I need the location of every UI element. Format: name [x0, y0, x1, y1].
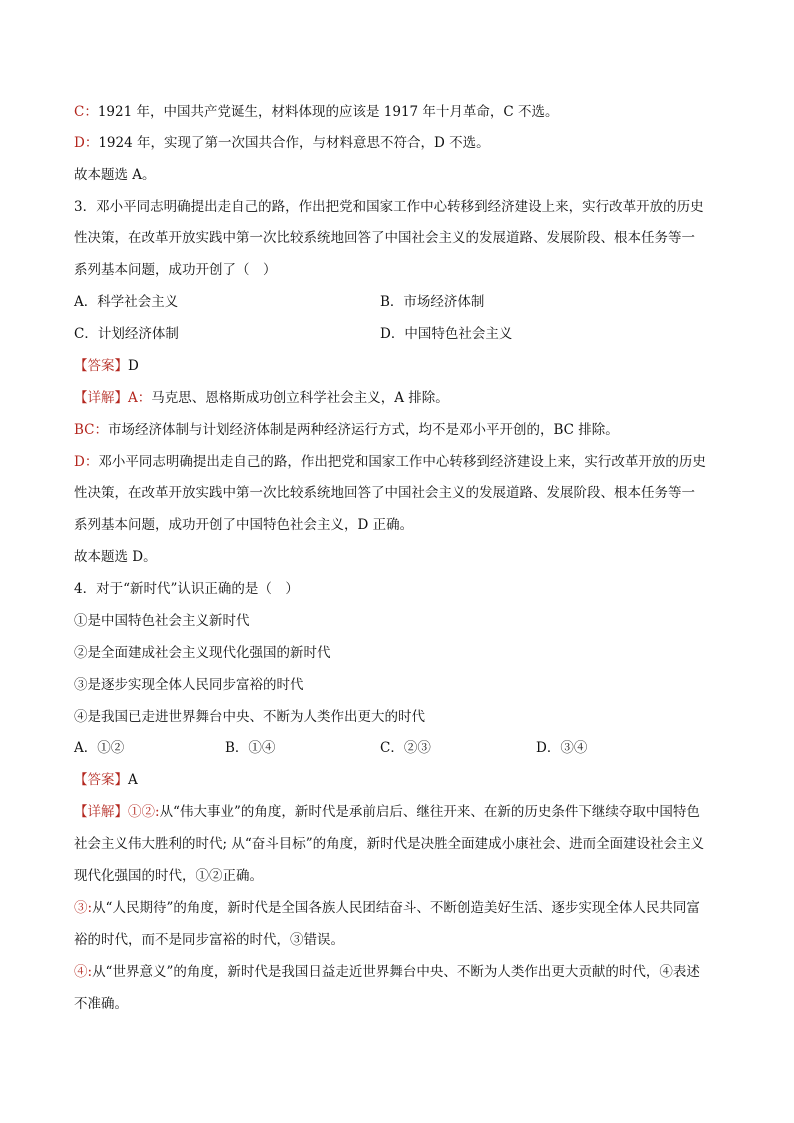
q3-conclusion: 故本题选 D。 [74, 549, 157, 565]
q4-option-d: D．③④ [536, 740, 588, 756]
detail-label: 【详解】 [74, 390, 128, 406]
q3-option-b: B．市场经济体制 [380, 294, 485, 310]
detail-12-label: ①②: [128, 804, 160, 820]
q2-explain-c [74, 102, 559, 122]
q4-option-c: C．②③ [380, 740, 431, 756]
text-c: 1921 年，中国共产党诞生，材料体现的应该是 1917 年十月革命，C 不选。 [97, 104, 559, 120]
q3-detail-a [74, 388, 449, 408]
q3-detail-d-line: 性决策，在改革开放实践中第一次比较系统地回答了中国社会主义的发展道路、发展阶段、根本任务等一 [74, 485, 695, 501]
text-d: 1924 年，实现了第一次国共合作，与材料意思不符合，D 不选。 [98, 135, 490, 151]
q4-statement: ④是我国已走进世界舞台中央、不断为人类作出更大的时代 [74, 709, 425, 725]
q3-answer [74, 356, 139, 376]
q4-detail-3 [74, 898, 700, 918]
q3-detail-bc [74, 420, 619, 440]
detail-a-text: 马克思、恩格斯成功创立科学社会主义，A 排除。 [151, 390, 449, 406]
q4-statement: ③是逐步实现全体人民同步富裕的时代 [74, 677, 304, 693]
q3-option-c: C．计划经济体制 [74, 326, 179, 342]
detail-4-text: 从“世界意义”的角度，新时代是我国日益走近世界舞台中央、不断为人类作出更大贡献的时代，④表述 [92, 964, 700, 980]
detail-label: 【详解】 [74, 804, 128, 820]
detail-d-text: 邓小平同志明确提出走自己的路，作出把党和国家工作中心转移到经济建设上来，实行改革开放的历史 [98, 454, 706, 470]
q4-option-a: A．①② [74, 740, 125, 756]
detail-bc-label: BC： [74, 422, 109, 438]
q4-option-b: B．①④ [225, 740, 276, 756]
q3-stem-line: 系列基本问题，成功开创了（ ） [74, 262, 277, 278]
q4-detail-4 [74, 962, 700, 982]
detail-3-label: ③: [74, 900, 93, 916]
q4-detail-3-line: 裕的时代，而不是同步富裕的时代，③错误。 [74, 932, 344, 948]
q3-stem-line: 3．邓小平同志明确提出走自己的路，作出把党和国家工作中心转移到经济建设上来，实行改革开放的历史 [74, 199, 704, 215]
q2-explain-d [74, 133, 490, 153]
q4-detail-12 [74, 802, 700, 822]
q4-stem: 4．对于“新时代”认识正确的是（ ） [74, 581, 299, 597]
label-c: C： [74, 104, 98, 120]
q3-detail-d [74, 452, 706, 472]
q3-stem-line: 性决策，在改革开放实践中第一次比较系统地回答了中国社会主义的发展道路、发展阶段、根本任务等一 [74, 230, 695, 246]
answer-label: 【答案】 [74, 358, 128, 374]
q4-statement: ②是全面建成社会主义现代化强国的新时代 [74, 645, 331, 661]
q3-detail-d-line: 系列基本问题，成功开创了中国特色社会主义，D 正确。 [74, 517, 414, 533]
detail-a-label: A： [128, 390, 152, 406]
detail-3-text: 从“人民期待”的角度，新时代是全国各族人民团结奋斗、不断创造美好生活、逐步实现全体人民共同富 [92, 900, 700, 916]
q2-conclusion: 故本题选 A。 [74, 167, 156, 183]
answer-value: D [128, 358, 139, 374]
q3-option-a: A．科学社会主义 [74, 294, 179, 310]
detail-4-label: ④: [74, 964, 93, 980]
label-d: D： [74, 135, 99, 151]
q4-detail-4-line: 不准确。 [74, 996, 128, 1012]
q4-statement: ①是中国特色社会主义新时代 [74, 613, 250, 629]
q3-option-d: D．中国特色社会主义 [380, 326, 513, 342]
q4-detail-12-line: 社会主义伟大胜利的时代; 从“奋斗目标”的角度，新时代是决胜全面建成小康社会、进而全面建设社会主义 [74, 836, 705, 852]
answer-value: A [128, 772, 138, 788]
detail-bc-text: 市场经济体制与计划经济体制是两种经济运行方式，均不是邓小平开创的，BC 排除。 [108, 422, 619, 438]
answer-label: 【答案】 [74, 772, 128, 788]
q4-answer [74, 770, 138, 790]
detail-d-label: D： [74, 454, 99, 470]
detail-12-text: 从“伟大事业”的角度，新时代是承前启后、继往开来、在新的历史条件下继续夺取中国特色 [159, 804, 700, 820]
q4-detail-12-line: 现代化强国的时代，①②正确。 [74, 868, 263, 884]
